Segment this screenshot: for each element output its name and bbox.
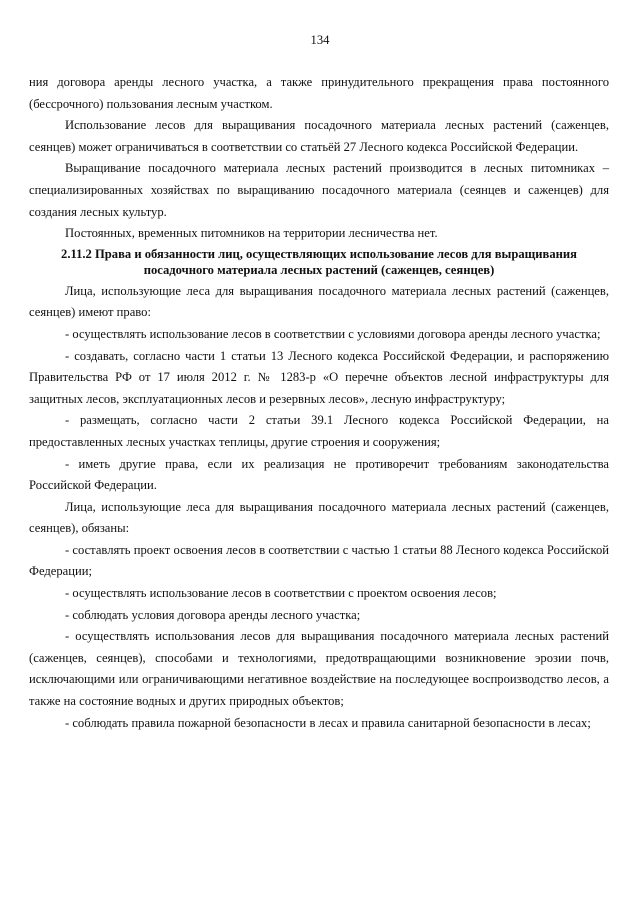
page-number: 134: [310, 33, 330, 47]
list-item: - осуществлять использование лесов в соответствии с проектом освоения лесов;: [65, 586, 497, 601]
paragraph: Лица, использующие леса для выращивания посадочного материала лесных растений (саженцев, сеянцев) имеют право:: [29, 283, 609, 320]
paragraph: Лица, использующие леса для выращивания посадочного материала лесных растений (саженцев, сеянцев), обязаны:: [29, 499, 609, 536]
paragraph: Использование лесов для выращивания посадочного материала лесных растений (саженцев, сеянцев) может ограничиваться в соответствии со статьёй 27 Лесного кодекса Российской Федерации.: [29, 118, 609, 154]
list-item: - составлять проект освоения лесов в соответствии с частью 1 статьи 88 Лесного кодекса Российской Федерации;: [29, 542, 609, 579]
list-item: - иметь другие права, если их реализация не противоречит требованиям законодательства Российской Федерации.: [29, 456, 609, 493]
list-item: - осуществлять использования лесов для выращивания посадочного материала лесных растений (саженцев, сеянцев), способами и технологиями, предотвращающими возникновение эрозии почв, исключающими или ограничивающими негативное воздействие на последующее воспроизводство лесов, а также на состояние водных и других природных объектов;: [29, 629, 609, 709]
list-item: - размещать, согласно части 2 статьи 39.1 Лесного кодекса Российской Федерации, на предоставленных лесных участках теплицы, другие строения и сооружения;: [29, 413, 609, 449]
section-heading: 2.11.2 Права и обязанности лиц, осуществляющих использование лесов для выращивания посадочного материала лесных растений (саженцев, сеянцев): [61, 246, 577, 277]
list-item: - осуществлять использование лесов в соответствии с условиями договора аренды лесного участка;: [65, 326, 601, 341]
list-item: - соблюдать условия договора аренды лесного участка;: [65, 607, 361, 622]
list-item: - соблюдать правила пожарной безопасности в лесах и правила санитарной безопасности в лесах;: [65, 715, 591, 730]
document-body: [29, 72, 609, 734]
paragraph: Выращивание посадочного материала лесных растений производится в лесных питомниках – специализированных хозяйствах по выращиванию посадочного материала (сеянцев и саженцев) для создания лесных культур.: [29, 161, 609, 219]
paragraph: Постоянных, временных питомников на территории лесничества нет.: [65, 226, 438, 241]
list-item: - создавать, согласно части 1 статьи 13 Лесного кодекса Российской Федерации, и распоряжению Правительства РФ от 17 июля 2012 г. № 1283-р «О перечне объектов лесной инфраструктуры для защитных лесов, эксплуатационных лесов и резервных лесов», лесную инфраструктуру;: [29, 348, 609, 406]
paragraph: ния договора аренды лесного участка, а также принудительного прекращения права постоянного (бессрочного) пользования лесным участком.: [29, 75, 609, 111]
